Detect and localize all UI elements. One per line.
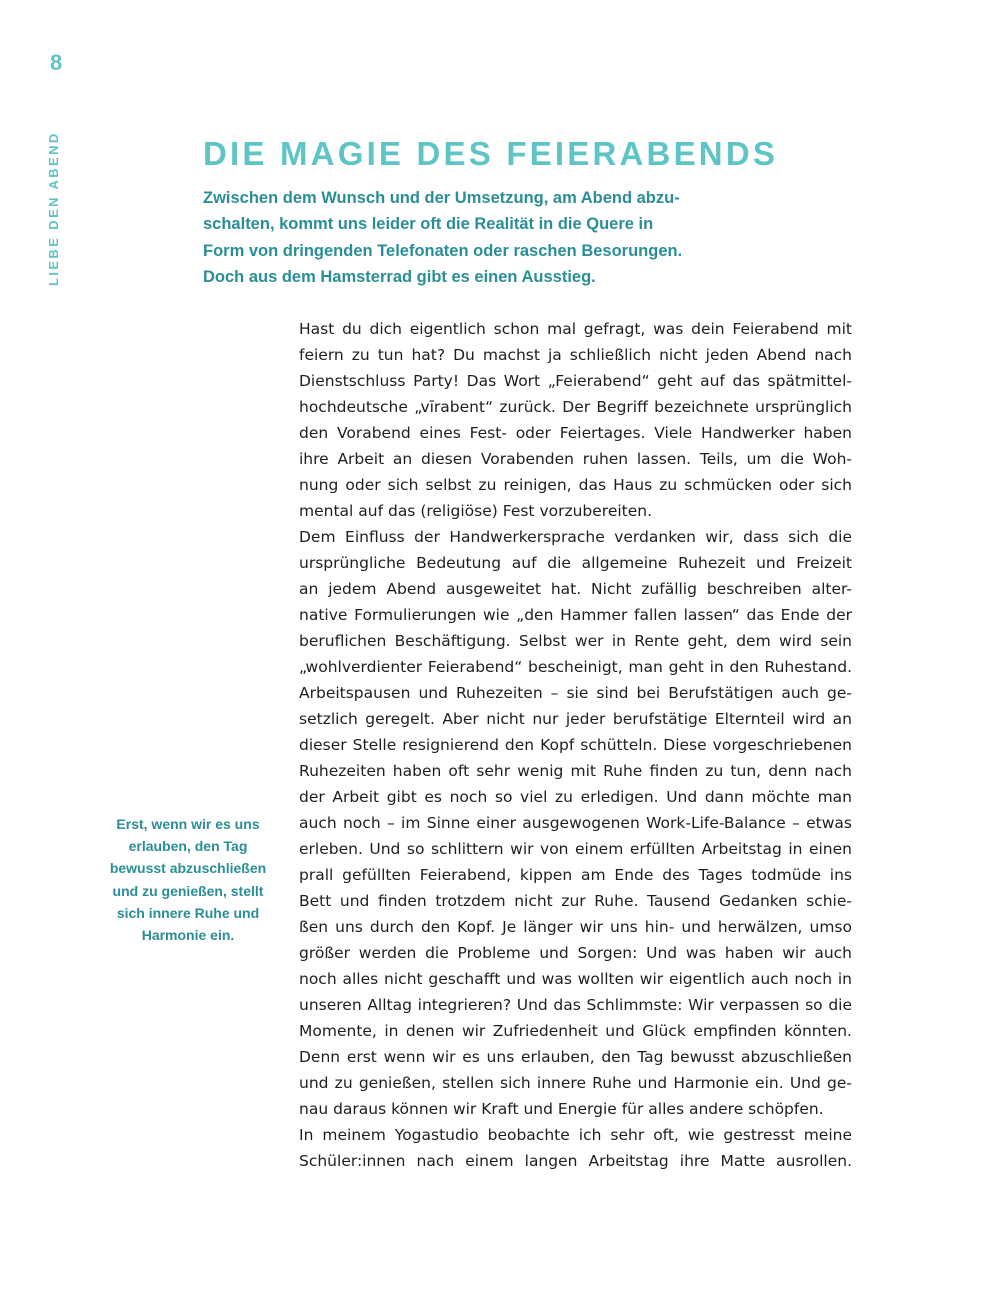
body-line: Momente, in denen wir Zufriedenheit und Glück empfinden könnten. (299, 1022, 852, 1040)
body-line: Dem Einfluss der Handwerkersprache verdanken wir, dass sich die (299, 528, 852, 546)
pull-quote-line: erlauben, den Tag (128, 838, 248, 855)
body-line: Arbeitspausen und Ruhezeiten – sie sind bei Berufstätigen auch ge- (299, 684, 852, 702)
body-line: unseren Alltag integrieren? Und das Schlimmste: Wir verpassen so die (299, 996, 852, 1014)
body-line: In meinem Yogastudio beobachte ich sehr oft, wie gestresst meine (299, 1126, 852, 1144)
body-line: Schüler:innen nach einem langen Arbeitstag ihre Matte ausrollen. (299, 1152, 852, 1170)
body-line: feiern zu tun hat? Du machst ja schließlich nicht jeden Abend nach (299, 346, 852, 364)
pull-quote (100, 813, 276, 946)
body-line: native Formulierungen wie „den Hammer fallen lassen“ das Ende der (299, 606, 852, 624)
body-line: Bett und finden trotzdem nicht zur Ruhe. Tausend Gedanken schie- (299, 892, 852, 910)
body-line: auch noch – im Sinne einer ausgewogenen Work-Life-Balance – etwas (299, 814, 852, 832)
body-line: erleben. Und so schlittern wir von einem erfüllten Arbeitstag in einen (299, 840, 852, 858)
body-line: Ruhezeiten haben oft sehr wenig mit Ruhe finden zu tun, denn nach (299, 762, 852, 780)
body-line: „wohlverdienter Feierabend“ bescheinigt, man geht in den Ruhestand. (299, 658, 852, 676)
pull-quote-line: Harmonie ein. (141, 927, 235, 944)
body-line: Hast du dich eigentlich schon mal gefragt, was dein Feierabend mit (299, 320, 852, 338)
body-line: dieser Stelle resignierend den Kopf schütteln. Diese vorgeschriebenen (299, 736, 852, 754)
body-line: mental auf das (religiöse) Fest vorzubereiten. (299, 502, 653, 520)
body-line: ßen uns durch den Kopf. Je länger wir uns hin- und herwälzen, umso (299, 918, 852, 936)
pull-quote-line: Erst, wenn wir es uns (116, 816, 260, 832)
intro-line: Form von dringenden Telefonaten oder raschen Besorungen. (203, 241, 683, 260)
body-line: den Vorabend eines Fest- oder Feiertages. Viele Handwerker haben (299, 424, 852, 442)
body-line: noch alles nicht geschafft und was wollten wir eigentlich auch noch in (299, 970, 852, 988)
body-line: hochdeutsche „vīrabent“ zurück. Der Begriff bezeichnete ursprünglich (299, 398, 852, 416)
body-line: Denn erst wenn wir es uns erlauben, den Tag bewusst abzuschließen (299, 1048, 852, 1066)
running-head: LIEBE DEN ABEND (46, 131, 61, 286)
body-line: ursprüngliche Bedeutung auf die allgemeine Ruhezeit und Freizeit (299, 554, 852, 572)
body-line: ihre Arbeit an diesen Vorabenden ruhen lassen. Teils, um die Woh- (299, 450, 852, 468)
intro-line: Doch aus dem Hamsterrad gibt es einen Ausstieg. (203, 267, 596, 286)
body-line: beruflichen Beschäftigung. Selbst wer in Rente geht, dem wird sein (299, 632, 852, 650)
body-line: größer werden die Probleme und Sorgen: Und was haben wir auch (299, 944, 852, 962)
intro-line: Zwischen dem Wunsch und der Umsetzung, am Abend abzu- (203, 189, 680, 207)
body-line: setzlich geregelt. Aber nicht nur jeder berufstätige Elternteil wird an (299, 710, 852, 728)
body-line: prall gefüllten Feierabend, kippen am Ende des Tages todmüde ins (299, 866, 852, 884)
body-line: an jedem Abend ausgeweitet hat. Nicht zufällig beschreiben alter- (299, 580, 852, 598)
pull-quote-line: bewusst abzuschließen (109, 860, 267, 877)
body-line: nau daraus können wir Kraft und Energie für alles andere schöpfen. (299, 1100, 824, 1118)
page-number: 8 (50, 50, 63, 75)
pull-quote-line: und zu genießen, stellt (112, 882, 264, 899)
intro-line: schalten, kommt uns leider oft die Realität in die Quere in (203, 215, 654, 234)
body-line: Dienstschluss Party! Das Wort „Feierabend“ geht auf das spätmittel- (299, 372, 852, 390)
body-text (299, 316, 852, 1174)
pull-quote-line: sich innere Ruhe und (116, 904, 260, 921)
body-line: nung oder sich selbst zu reinigen, das Haus zu schmücken oder sich (299, 476, 852, 494)
body-line: und zu genießen, stellen sich innere Ruhe und Harmonie ein. Und ge- (299, 1074, 852, 1092)
body-line: der Arbeit gibt es noch so viel zu erledigen. Und dann möchte man (299, 788, 852, 806)
chapter-title: DIE MAGIE DES FEIERABENDS (203, 135, 779, 172)
intro-paragraph (203, 185, 763, 290)
